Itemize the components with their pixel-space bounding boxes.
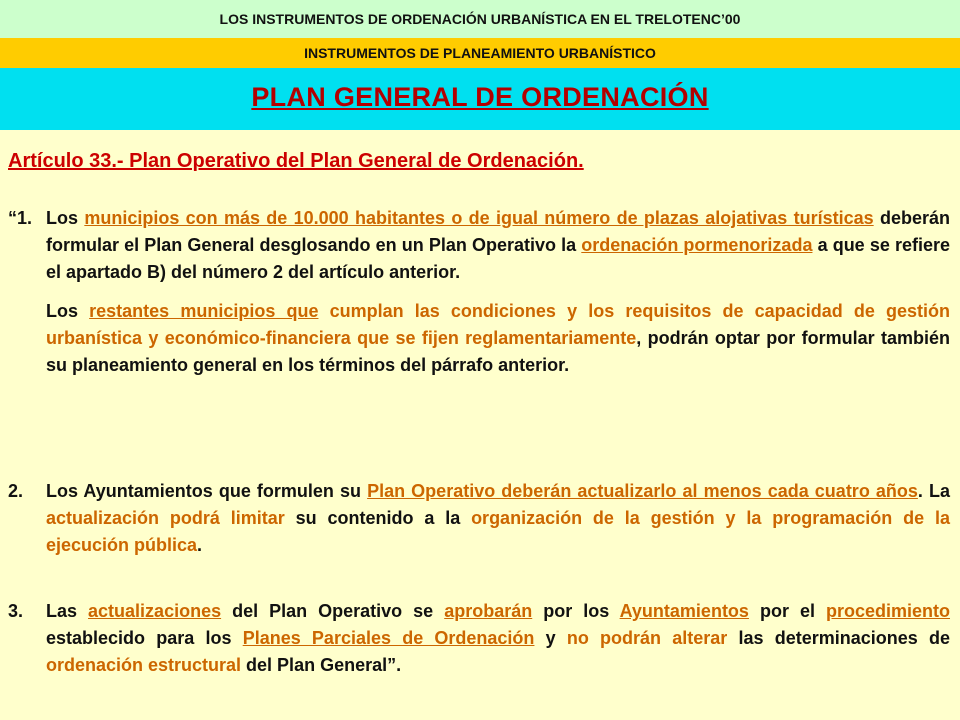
text: y [534, 628, 567, 648]
list-item-3 [8, 598, 950, 679]
list-item-1 [8, 205, 950, 379]
highlighted-text: ordenación estructural [46, 655, 242, 675]
highlighted-text: actualización podrá limitar [46, 508, 285, 528]
paragraph [46, 598, 950, 679]
text: del Plan General”. [241, 655, 402, 675]
highlighted-text: municipios con más de 10.000 habitantes o de igual número de plazas alojativas turísticas [84, 208, 874, 228]
item-number: 3. [8, 601, 24, 621]
text: por el [748, 601, 826, 621]
top-title: LOS INSTRUMENTOS DE ORDENACIÓN URBANÍSTICA EN EL TRELOTENC’00 [219, 11, 741, 27]
text: Los [46, 208, 85, 228]
paragraph [46, 205, 950, 286]
highlighted-text: organización de la gestión y la programación de la ejecución pública [46, 508, 950, 555]
text: Los Ayuntamientos que formulen su [46, 481, 368, 501]
text: deberán formular el Plan General desglosando en un Plan Operativo la [46, 208, 950, 255]
text: del Plan Operativo se [221, 601, 445, 621]
section-title-band [0, 38, 960, 68]
highlighted-text: Plan Operativo deberán actualizarlo al menos cada cuatro años [367, 481, 918, 501]
highlighted-text: ordenación pormenorizada [581, 235, 813, 255]
section-title: INSTRUMENTOS DE PLANEAMIENTO URBANÍSTICO [304, 45, 656, 61]
item-number: 2. [8, 481, 24, 501]
main-title: PLAN GENERAL DE ORDENACIÓN [251, 82, 709, 112]
text: establecido para los [46, 628, 243, 648]
top-title-band [0, 0, 960, 38]
highlighted-text: restantes municipios que [89, 301, 319, 321]
highlighted-text: aprobarán [444, 601, 533, 621]
text: las determinaciones de [727, 628, 950, 648]
text: a que se refiere el apartado B) del número 2 del artículo anterior. [46, 235, 950, 282]
text: por los [532, 601, 620, 621]
text: , podrán optar por formular también su planeamiento general en los términos del párrafo anterior. [46, 328, 950, 375]
highlighted-text: Ayuntamientos [619, 601, 749, 621]
item-number: “1. [8, 208, 33, 228]
highlighted-text: cumplan las condiciones y los requisitos de capacidad de gestión urbanística y económico-financiera que se fijen reglamentariamente [46, 301, 950, 348]
text: su contenido a la [284, 508, 472, 528]
list-item-2 [8, 478, 950, 559]
highlighted-text: procedimiento [825, 601, 950, 621]
text: . [197, 535, 203, 555]
article-title: Artículo 33.- Plan Operativo del Plan General de Ordenación. [8, 150, 584, 172]
paragraph [46, 298, 950, 379]
paragraph [46, 478, 950, 559]
main-title-band [0, 68, 960, 130]
text: . La [917, 481, 950, 501]
highlighted-text: actualizaciones [88, 601, 222, 621]
text: Los [46, 301, 90, 321]
text: Las [46, 601, 89, 621]
highlighted-text: no podrán alterar [566, 628, 728, 648]
highlighted-text: Planes Parciales de Ordenación [242, 628, 535, 648]
